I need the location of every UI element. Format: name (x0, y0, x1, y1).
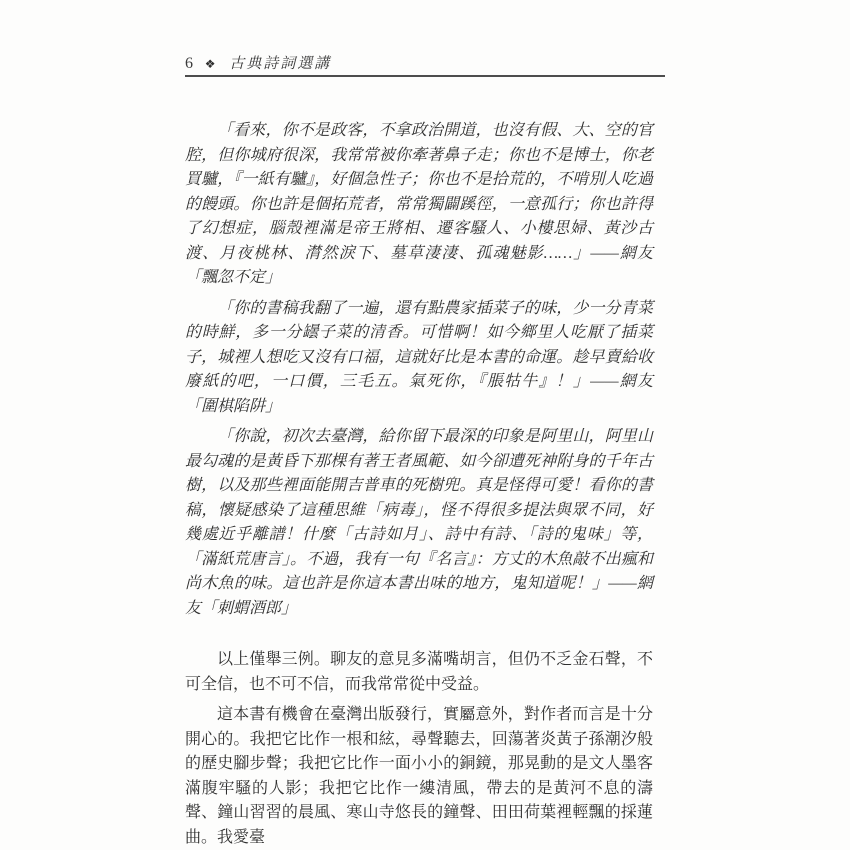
body-paragraph: 這本書有機會在臺灣出版發行，實屬意外，對作者而言是十分開心的。我把它比作一根和絃，尋聲聽去，回蕩著炎黃子孫潮汐般的歷史腳步聲；我把它比作一面小小的銅鏡，那晃動的是文人墨客滿腹牢騷的人影；我把它比作一縷清風，帶去的是黃河不息的濤聲、鐘山習習的晨風、寒山寺悠長的鐘聲、田田荷葉裡輕飄的採蓮曲。我愛臺 (185, 706, 653, 846)
reader-comment-paragraph: 「你的書稿我翻了一遍，還有點農家插菜子的味，少一分青菜的時鮮，多一分罎子菜的清香。可惜啊！如今鄉里人吃厭了插菜子，城裡人想吃又沒有口福，這就好比是本書的命運。趁早賣給收廢紙的吧，一口價，三毛五。氣死你，『脹牯牛』！」——網友「圍棋陷阱」 (185, 299, 653, 415)
reader-comment-paragraph: 「你說，初次去臺灣，給你留下最深的印象是阿里山，阿里山最勾魂的是黃昏下那棵有著王者風範、如今卻遭死神附身的千年古樹，以及那些裡面能開吉普車的死樹兜。真是怪得可愛！看你的書稿，懷疑感染了這種思維「病毒」，怪不得很多提法與眾不同，好幾處近乎離譜！什麼「古詩如月」、詩中有詩、「詩的鬼味」等，「滿紙荒唐言」。不過，我有一句『名言』：方丈的木魚敲不出瘋和尚木魚的味。這也許是你這本書出味的地方，鬼知道呢！」——網友「刺蝟酒郎」 (185, 428, 653, 617)
running-head (185, 52, 665, 73)
page-content (185, 119, 653, 850)
section-gap (185, 627, 653, 648)
header-rule-divider (185, 75, 665, 77)
body-paragraph: 以上僅舉三例。聊友的意見多滿嘴胡言，但仍不乏金石聲，不可全信，也不可不信，而我常常從中受益。 (185, 651, 653, 693)
book-title: 古典詩詞選講 (229, 56, 332, 72)
diamond-separator-icon: ❖ (204, 57, 216, 71)
reader-comment-paragraph: 「看來，你不是政客，不拿政治開道，也沒有假、大、空的官腔，但你城府很深，我常常被你牽著鼻子走；你也不是博士，你老買驢，『一紙有驢』，好個急性子；你也不是拾荒的，不啃別人吃過的饅頭。你也許是個拓荒者，常常獨闢蹊徑，一意孤行；你也許得了幻想症，腦殼裡滿是帝王將相、遷客騷人、小樓思婦、黃沙古渡、月夜桃林、潸然淚下、墓草淒淒、孤魂魅影……」——網友「飄忽不定」 (185, 122, 653, 286)
page-number: 6 (185, 55, 193, 72)
